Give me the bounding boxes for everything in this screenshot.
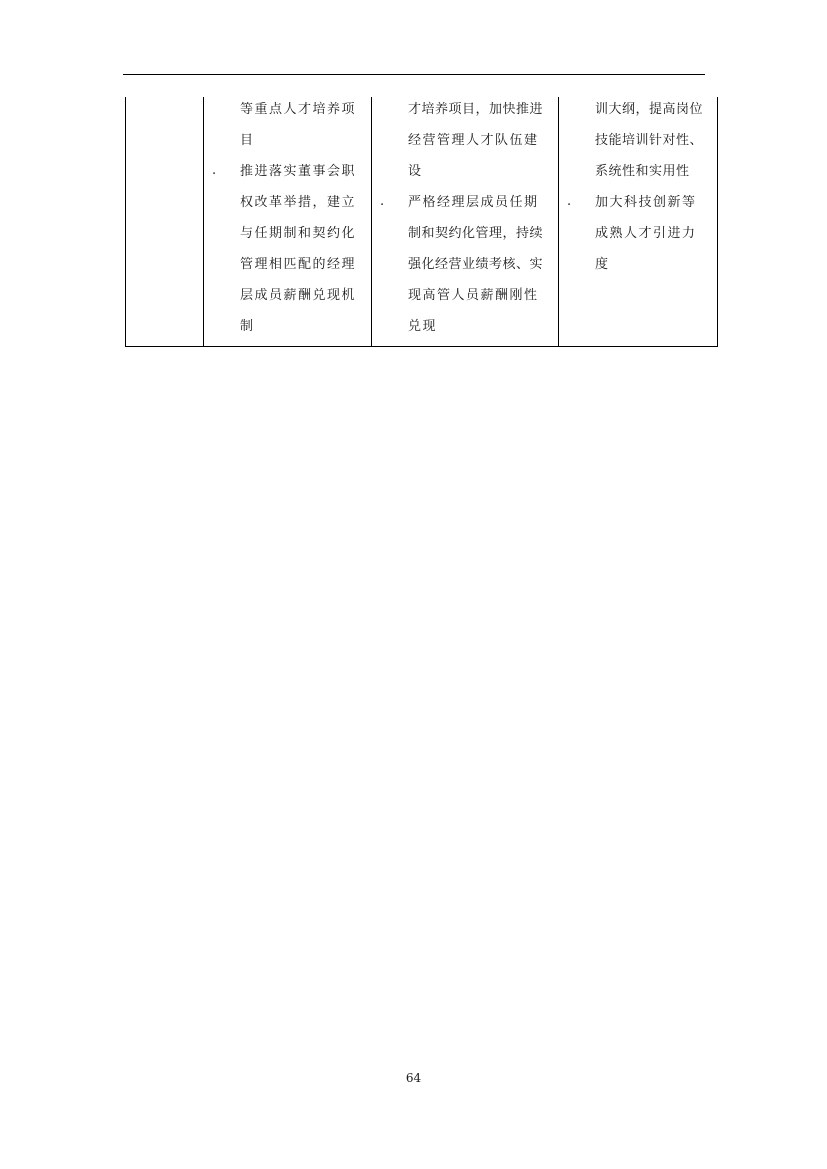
cell-text-line: 权改革举措，建立 [240, 195, 357, 210]
cell-text-line: 目 [240, 133, 255, 148]
bullet-dot-icon: · [212, 167, 217, 182]
cell-text-line: 严格经理层成员任期 [408, 195, 539, 210]
cell-text-line: 成熟人才引进力 [595, 226, 697, 241]
cell-text-line: 管理相匹配的经理 [240, 257, 357, 272]
page-number: 64 [405, 1071, 422, 1085]
cell-text-line: 强化经营业绩考核、实 [408, 257, 544, 272]
cell-text-line: 经营管理人才队伍建 [408, 133, 539, 148]
table-cell-col3 [372, 97, 558, 346]
cell-text-line: 才培养项目，加快推进 [408, 102, 544, 117]
bullet-dot-icon: · [567, 198, 572, 213]
content-table [125, 97, 718, 347]
table-cell-col2 [204, 97, 371, 346]
header-rule [123, 74, 705, 75]
cell-text-line: 度 [595, 257, 610, 272]
cell-text-line: 设 [408, 164, 423, 179]
cell-text-line: 训大纲，提高岗位 [595, 102, 704, 117]
cell-text-line: 技能培训针对性、 [595, 133, 704, 148]
cell-text-line: 加大科技创新等 [595, 195, 697, 210]
cell-text-line: 与任期制和契约化 [240, 226, 357, 241]
cell-text-line: 系统性和实用性 [595, 164, 690, 179]
cell-text-line: 制和契约化管理，持续 [408, 226, 544, 241]
cell-text-line: 等重点人才培养项 [240, 102, 357, 117]
table-cell-col4 [559, 97, 718, 346]
bullet-dot-icon: · [380, 198, 385, 213]
cell-text-line: 兑现 [408, 319, 438, 334]
cell-text-line: 推进落实董事会职 [240, 164, 357, 179]
cell-text-line: 层成员薪酬兑现机 [240, 288, 357, 303]
cell-text-line: 现高管人员薪酬刚性 [408, 288, 539, 303]
table-cell-col1 [126, 97, 203, 346]
cell-text-line: 制 [240, 319, 255, 334]
